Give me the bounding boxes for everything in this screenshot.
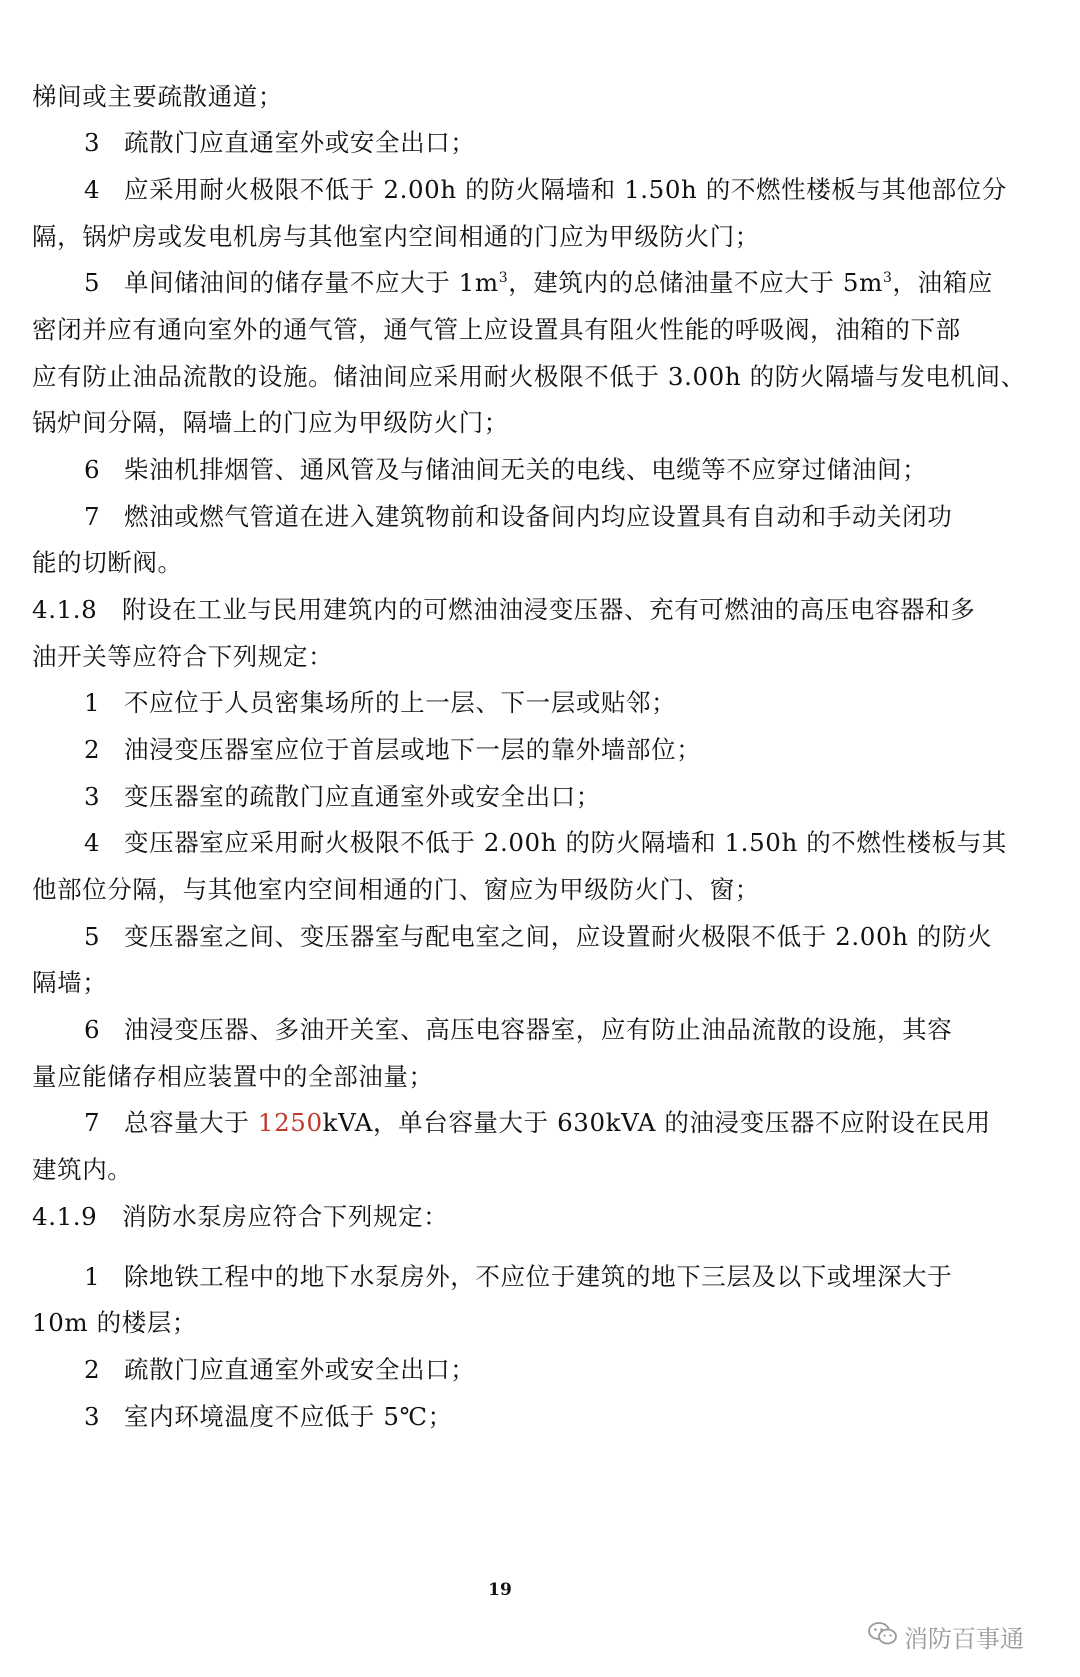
item-number: 4 xyxy=(84,828,101,857)
text-line: 建筑内。 xyxy=(32,1155,133,1184)
list-item: 2 油浸变压器室应位于首层或地下一层的靠外墙部位； xyxy=(84,735,702,764)
section-heading: 4.1.8 附设在工业与民用建筑内的可燃油油浸变压器、充有可燃油的高压电容器和多 xyxy=(32,595,976,624)
list-item: 1 除地铁工程中的地下水泵房外，不应位于建筑的地下三层及以下或埋深大于 xyxy=(84,1262,953,1291)
item-number: 2 xyxy=(84,735,101,764)
list-item: 2 疏散门应直通室外或安全出口； xyxy=(84,1355,476,1384)
section-number: 4.1.9 xyxy=(32,1202,98,1231)
page-number: 19 xyxy=(488,1580,512,1600)
list-item: 5 单间储油间的储存量不应大于 $1m^3$，建筑内的总储油量不应大于 $5m^3$，油箱应 xyxy=(84,268,993,297)
item-number: 4 xyxy=(84,175,101,204)
item-number: 5 xyxy=(84,268,101,297)
watermark-text: 消防百事通 xyxy=(904,1625,1024,1653)
text-line: 油开关等应符合下列规定： xyxy=(32,642,334,671)
list-item: 7 总容量大于 1250kVA，单台容量大于 630kVA 的油浸变压器不应附设在民用 xyxy=(84,1108,991,1137)
item-number: 3 xyxy=(84,128,101,157)
wechat-icon xyxy=(868,1621,898,1653)
text-line: 隔，锅炉房或发电机房与其他室内空间相通的门应为甲级防火门； xyxy=(32,222,760,251)
item-number: 2 xyxy=(84,1355,101,1384)
list-item: 4 变压器室应采用耐火极限不低于 2.00h 的防火隔墙和 1.50h 的不燃性楼板与其 xyxy=(84,828,1008,857)
section-number: 4.1.8 xyxy=(32,595,98,624)
item-number: 3 xyxy=(84,782,101,811)
text-line: 应有防止油品流散的设施。储油间应采用耐火极限不低于 3.00h 的防火隔墙与发电机间、 xyxy=(32,362,1026,391)
item-number: 1 xyxy=(84,688,101,717)
item-number: 7 xyxy=(84,1108,101,1137)
item-number: 5 xyxy=(84,922,101,951)
text-line: 隔墙； xyxy=(32,968,108,997)
list-item: 3 变压器室的疏散门应直通室外或安全出口； xyxy=(84,782,601,811)
list-item: 3 室内环境温度不应低于 5℃； xyxy=(84,1402,453,1431)
list-item: 7 燃油或燃气管道在进入建筑物前和设备间内均应设置具有自动和手动关闭功 xyxy=(84,502,953,531)
highlighted-value: 1250 xyxy=(257,1108,323,1137)
text-line: 梯间或主要疏散通道； xyxy=(32,82,283,111)
list-item: 1 不应位于人员密集场所的上一层、下一层或贴邻； xyxy=(84,688,677,717)
text-line: 能的切断阀。 xyxy=(32,548,183,577)
text-line: 量应能储存相应装置中的全部油量； xyxy=(32,1062,434,1091)
list-item: 3 疏散门应直通室外或安全出口； xyxy=(84,128,476,157)
text-line: 锅炉间分隔，隔墙上的门应为甲级防火门； xyxy=(32,408,509,437)
text-line: 他部位分隔，与其他室内空间相通的门、窗应为甲级防火门、窗； xyxy=(32,875,760,904)
text-line: 10m 的楼层； xyxy=(32,1308,197,1337)
text-line: 密闭并应有通向室外的通气管，通气管上应设置具有阻火性能的呼吸阀，油箱的下部 xyxy=(32,315,961,344)
item-number: 6 xyxy=(84,455,101,484)
watermark xyxy=(868,1619,1024,1654)
list-item: 6 油浸变压器、多油开关室、高压电容器室，应有防止油品流散的设施，其容 xyxy=(84,1015,953,1044)
item-number: 6 xyxy=(84,1015,101,1044)
item-number: 3 xyxy=(84,1402,101,1431)
list-item: 4 应采用耐火极限不低于 2.00h 的防火隔墙和 1.50h 的不燃性楼板与其他部位分 xyxy=(84,175,1008,204)
section-heading: 4.1.9 消防水泵房应符合下列规定： xyxy=(32,1202,449,1231)
list-item: 5 变压器室之间、变压器室与配电室之间，应设置耐火极限不低于 2.00h 的防火 xyxy=(84,922,993,951)
item-number: 1 xyxy=(84,1262,101,1291)
item-number: 7 xyxy=(84,502,101,531)
list-item: 6 柴油机排烟管、通风管及与储油间无关的电线、电缆等不应穿过储油间； xyxy=(84,455,928,484)
